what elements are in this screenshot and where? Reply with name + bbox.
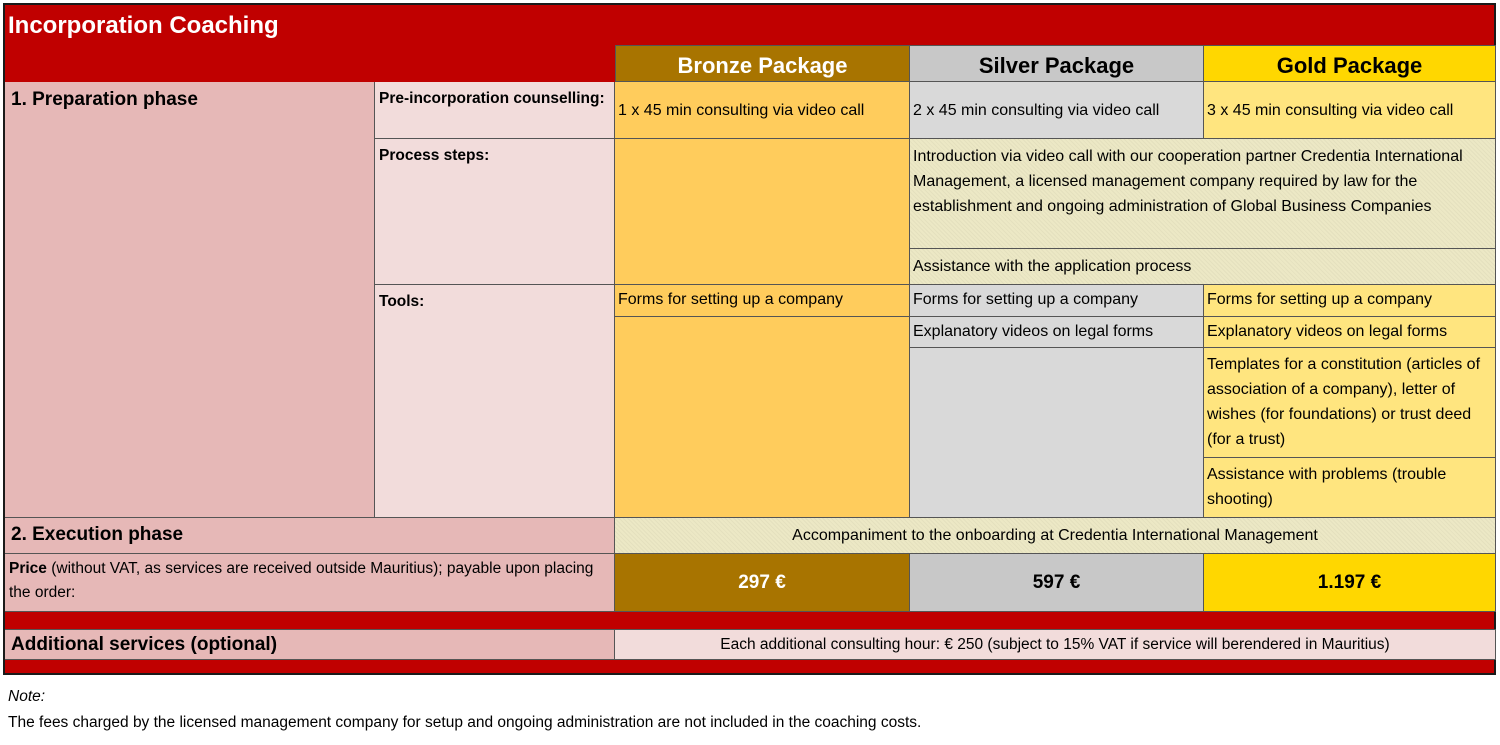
execution-onboarding-cell	[615, 518, 1496, 554]
additional-services-text: Each additional consulting hour: € 250 (subject to 15% VAT if service will berendered in Mauritius)	[720, 636, 1390, 653]
pre-silver-text: 2 x 45 min consulting via video call	[913, 101, 1160, 119]
header-bronze-package: Bronze Package	[615, 45, 910, 82]
note-text: The fees charged by the licensed management company for setup and ongoing administration are not included in the coaching costs.	[8, 714, 922, 731]
additional-services-cell	[615, 629, 1496, 660]
price-silver: 597 €	[910, 554, 1204, 612]
process-assist-text: Assistance with the application process	[913, 258, 1192, 275]
note-label: Note:	[8, 688, 46, 705]
price-label-rest: (without VAT, as services are received outside Mauritius); payable upon placing the order:	[9, 560, 594, 601]
tools-gold-templates: Templates for a constitution (articles of association of a company), letter of wishes (for foundations) or trust deed (for a trust)	[1204, 348, 1496, 458]
pre-gold-cell	[1204, 82, 1496, 139]
preparation-phase-label: 1. Preparation phase	[5, 82, 375, 518]
tools-silver-empty	[910, 348, 1204, 518]
pre-incorporation-label: Pre-incorporation counselling:	[375, 82, 615, 139]
process-assist-cell	[910, 249, 1496, 285]
pre-bronze-text: 1 x 45 min consulting via video call	[618, 101, 865, 119]
tools-gold-problems: Assistance with problems (trouble shooting)	[1204, 458, 1496, 518]
tools-gold-videos: Explanatory videos on legal forms	[1204, 317, 1496, 348]
tools-bronze-forms: Forms for setting up a company	[615, 285, 910, 317]
price-bronze: 297 €	[615, 554, 910, 612]
tools-label: Tools:	[375, 285, 615, 518]
process-steps-label: Process steps:	[375, 139, 615, 285]
tools-gold-forms: Forms for setting up a company	[1204, 285, 1496, 317]
pre-bronze-cell	[615, 82, 910, 139]
header-gold-package: Gold Package	[1204, 45, 1496, 82]
page-title: Incorporation Coaching	[8, 12, 279, 39]
execution-phase-label: 2. Execution phase	[5, 518, 615, 554]
process-intro-cell: Introduction via video call with our cooperation partner Credentia International Management, a licensed management company required by law for the establishment and ongoing administration of Global Business Companies	[910, 139, 1496, 249]
pre-silver-cell	[910, 82, 1204, 139]
additional-services-label: Additional services (optional)	[5, 629, 615, 660]
price-label-bold: Price	[9, 560, 47, 577]
tools-silver-videos: Explanatory videos on legal forms	[910, 317, 1204, 348]
execution-onboarding-text: Accompaniment to the onboarding at Credentia International Management	[792, 527, 1318, 544]
header-silver-package: Silver Package	[910, 45, 1204, 82]
tools-silver-forms: Forms for setting up a company	[910, 285, 1204, 317]
pre-gold-text: 3 x 45 min consulting via video call	[1207, 101, 1454, 119]
price-label-cell	[5, 554, 615, 612]
process-bronze-cell	[615, 139, 910, 285]
tools-bronze-empty	[615, 317, 910, 518]
price-gold: 1.197 €	[1204, 554, 1496, 612]
